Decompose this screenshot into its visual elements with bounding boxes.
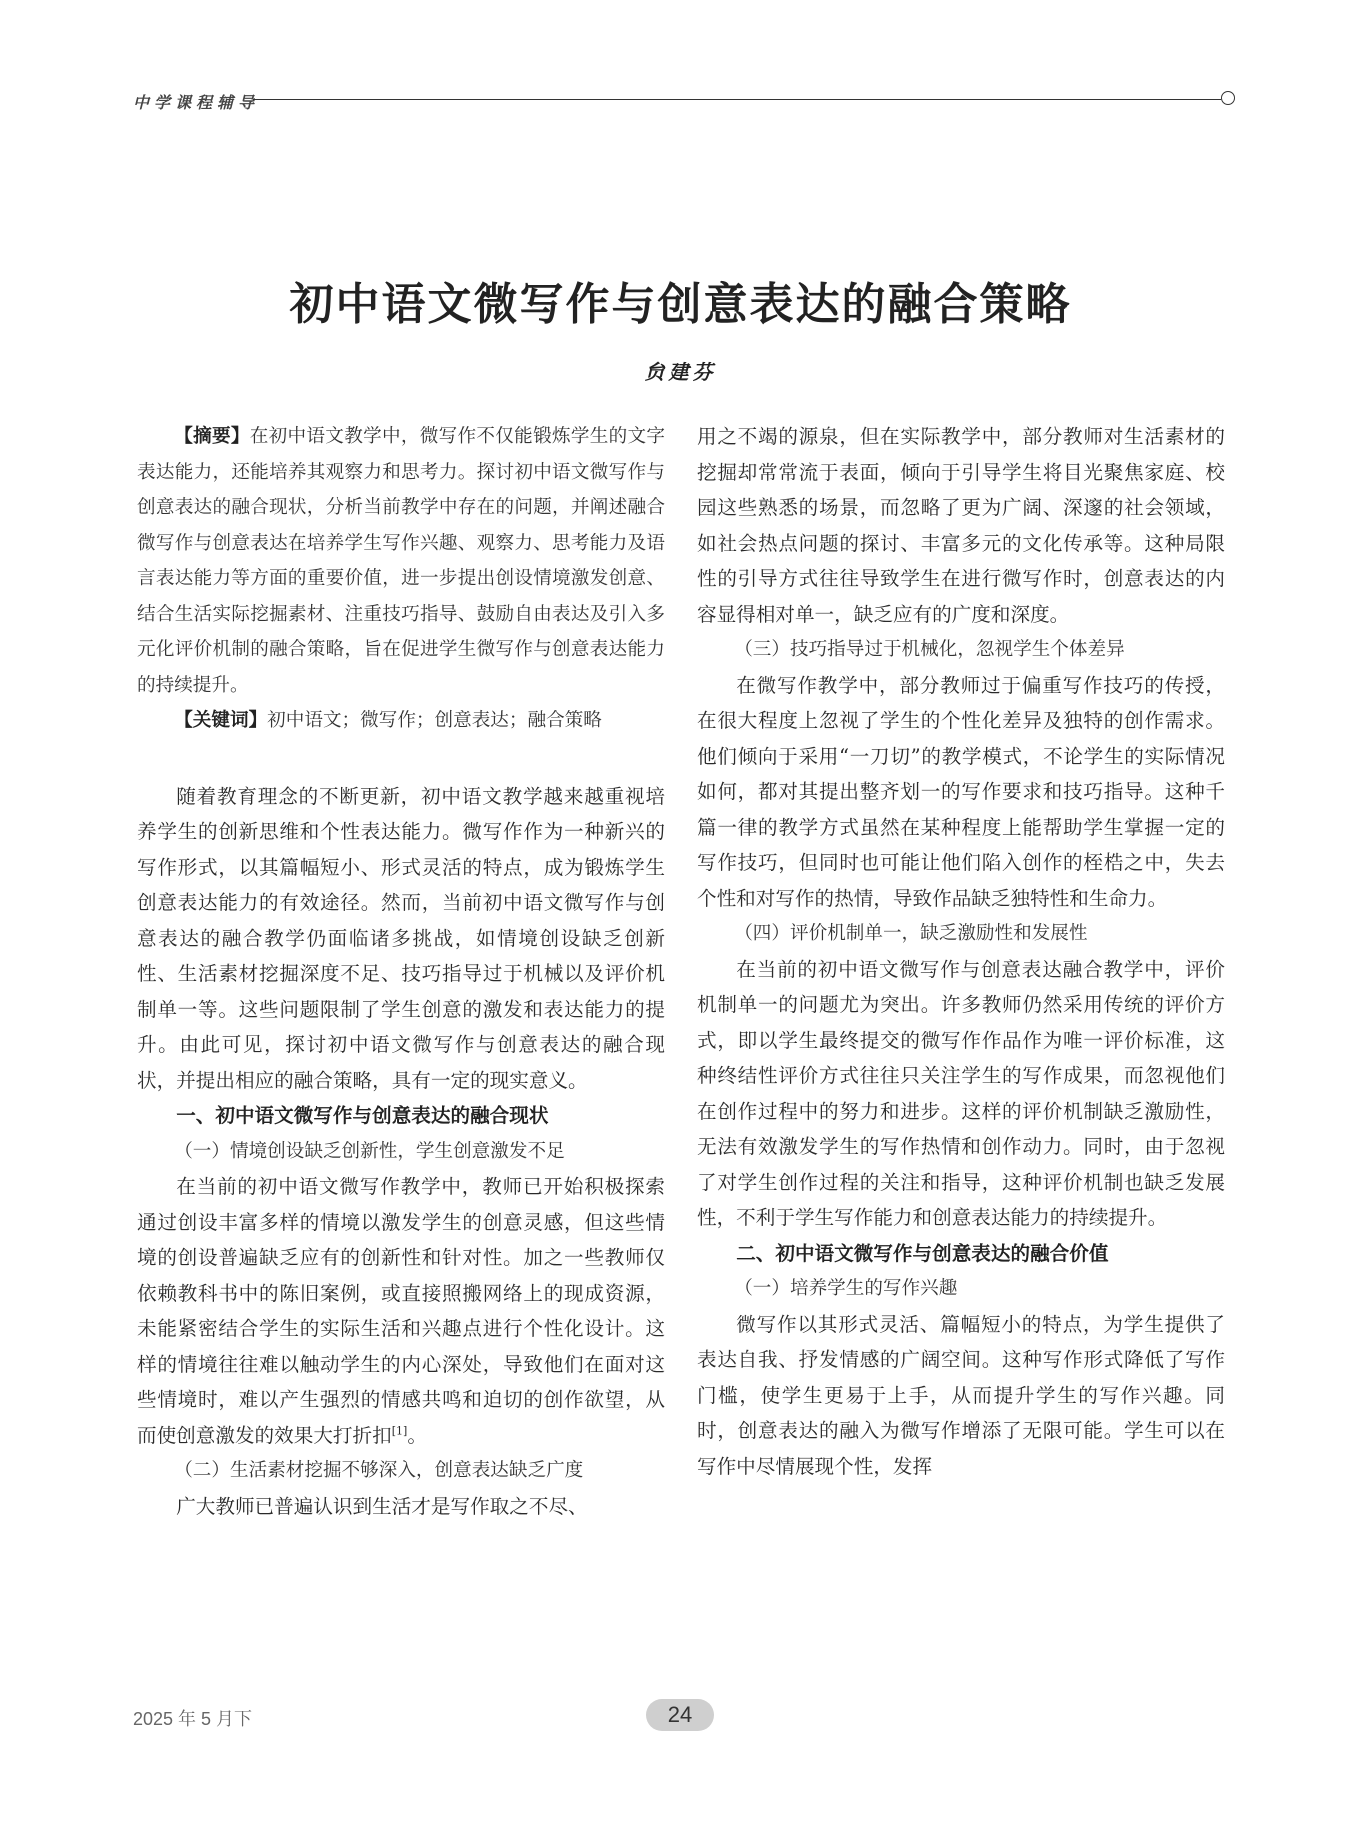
header-circle-ornament <box>1221 91 1235 105</box>
intro-paragraph: 随着教育理念的不断更新，初中语文教学越来越重视培养学生的创新思维和个性表达能力。微写作作为一种新兴的写作形式，以其篇幅短小、形式灵活的特点，成为锻炼学生创意表达能力的有效途径。然而，当前初中语文微写作与创意表达的融合教学仍面临诸多挑战，如情境创设缺乏创新性、生活素材挖掘深度不足、技巧指导过于机械以及评价机制单一等。这些问题限制了学生创意的激发和表达能力的提升。由此可见，探讨初中语文微写作与创意表达的融合现状，并提出相应的融合策略，具有一定的现实意义。 <box>137 784 665 1092</box>
page-number: 24 <box>646 1699 714 1731</box>
abstract-label: 【摘要】 <box>174 426 250 447</box>
subsection-2-1-heading: （一）培养学生的写作兴趣 <box>734 1278 958 1299</box>
journal-name: 中学课程辅导 <box>133 93 260 112</box>
subsection-1-3-paragraph: 在微写作教学中，部分教师过于偏重写作技巧的传授，在很大程度上忽视了学生的个性化差异及独特的创作需求。他们倾向于采用“一刀切”的教学模式，不论学生的实际情况如何，都对其提出整齐划一的写作要求和技巧指导。这种千篇一律的教学方式虽然在某种程度上能帮助学生掌握一定的写作技巧，但同时也可能让他们陷入创作的桎梏之中，失去个性和对写作的热情，导致作品缺乏独特性和生命力。 <box>697 673 1225 910</box>
abstract-paragraph <box>137 419 665 703</box>
subsection-1-2-heading: （二）生活素材挖掘不够深入，创意表达缺乏广度 <box>174 1460 584 1481</box>
subsection-1-4-heading: （四）评价机制单一，缺乏激励性和发展性 <box>734 923 1088 944</box>
issue-date: 2025 年 5 月下 <box>133 1709 253 1729</box>
subsection-1-1-paragraph <box>137 1169 665 1453</box>
subsection-1-3-heading: （三）技巧指导过于机械化，忽视学生个体差异 <box>734 639 1125 660</box>
article-author: 贠建芬 <box>644 360 717 384</box>
keywords-label: 【关键词】 <box>174 710 268 731</box>
header-rule <box>253 99 1221 100</box>
subsection-1-1-heading: （一）情境创设缺乏创新性，学生创意激发不足 <box>174 1140 565 1162</box>
keywords-text: 初中语文；微写作；创意表达；融合策略 <box>267 710 602 731</box>
subsection-2-1-paragraph: 微写作以其形式灵活、篇幅短小的特点，为学生提供了表达自我、抒发情感的广阔空间。这种写作形式降低了写作门槛，使学生更易于上手，从而提升学生的写作兴趣。同时，创意表达的融入为微写作增添了无限可能。学生可以在写作中尽情展现个性，发挥 <box>697 1312 1225 1478</box>
article-title: 初中语文微写作与创意表达的融合策略 <box>289 279 1072 330</box>
subsection-1-2-paragraph-continued: 用之不竭的源泉，但在实际教学中，部分教师对生活素材的挖掘却常常流于表面，倾向于引导学生将目光聚焦家庭、校园这些熟悉的场景，而忽略了更为广阔、深邃的社会领域，如社会热点问题的探讨、丰富多元的文化传承等。这种局限性的引导方式往往导致学生在进行微写作时，创意表达的内容显得相对单一，缺乏应有的广度和深度。 <box>697 425 1225 626</box>
subsection-1-4-paragraph: 在当前的初中语文微写作与创意表达融合教学中，评价机制单一的问题尤为突出。许多教师仍然采用传统的评价方式，即以学生最终提交的微写作作品作为唯一评价标准，这种终结性评价方式往往只关注学生的写作成果，而忽视他们在创作过程中的努力和进步。这样的评价机制缺乏激励性，无法有效激发学生的写作热情和创作动力。同时，由于忽视了对学生创作过程的关注和指导，这种评价机制也缺乏发展性，不利于学生写作能力和创意表达能力的持续提升。 <box>697 957 1225 1229</box>
left-column <box>137 419 665 1524</box>
reference-marker: [1] <box>391 1423 408 1437</box>
subsection-1-1-text: 在当前的初中语文微写作教学中，教师已开始积极探索通过创设丰富多样的情境以激发学生的创意灵感，但这些情境的创设普遍缺乏应有的创新性和针对性。加之一些教师仅依赖教科书中的陈旧案例，或直接照搬网络上的现成资源，未能紧密结合学生的实际生活和兴趣点进行个性化设计。这样的情境往往难以触动学生的内心深处，导致他们在面对这些情境时，难以产生强烈的情感共鸣和迫切的创作欲望，从而使创意激发的效果大打折扣 <box>137 1175 665 1447</box>
section-1-heading: 一、初中语文微写作与创意表达的融合现状 <box>176 1104 549 1127</box>
right-column <box>697 419 1225 1484</box>
abstract-text: 在初中语文教学中，微写作不仅能锻炼学生的文字表达能力，还能培养其观察力和思考力。探讨初中语文微写作与创意表达的融合现状，分析当前教学中存在的问题，并阐述融合微写作与创意表达在培养学生写作兴趣、观察力、思考能力及语言表达能力等方面的重要价值，进一步提出创设情境激发创意、结合生活实际挖掘素材、注重技巧指导、鼓励自由表达及引入多元化评价机制的融合策略，旨在促进学生微写作与创意表达能力的持续提升。 <box>137 426 665 696</box>
section-2-heading: 二、初中语文微写作与创意表达的融合价值 <box>736 1241 1109 1265</box>
subsection-1-1-end: 。 <box>407 1423 427 1447</box>
subsection-1-2-paragraph-start: 广大教师已普遍认识到生活才是写作取之不尽、 <box>176 1494 588 1518</box>
running-header <box>133 88 1233 114</box>
keywords-paragraph <box>137 703 665 739</box>
